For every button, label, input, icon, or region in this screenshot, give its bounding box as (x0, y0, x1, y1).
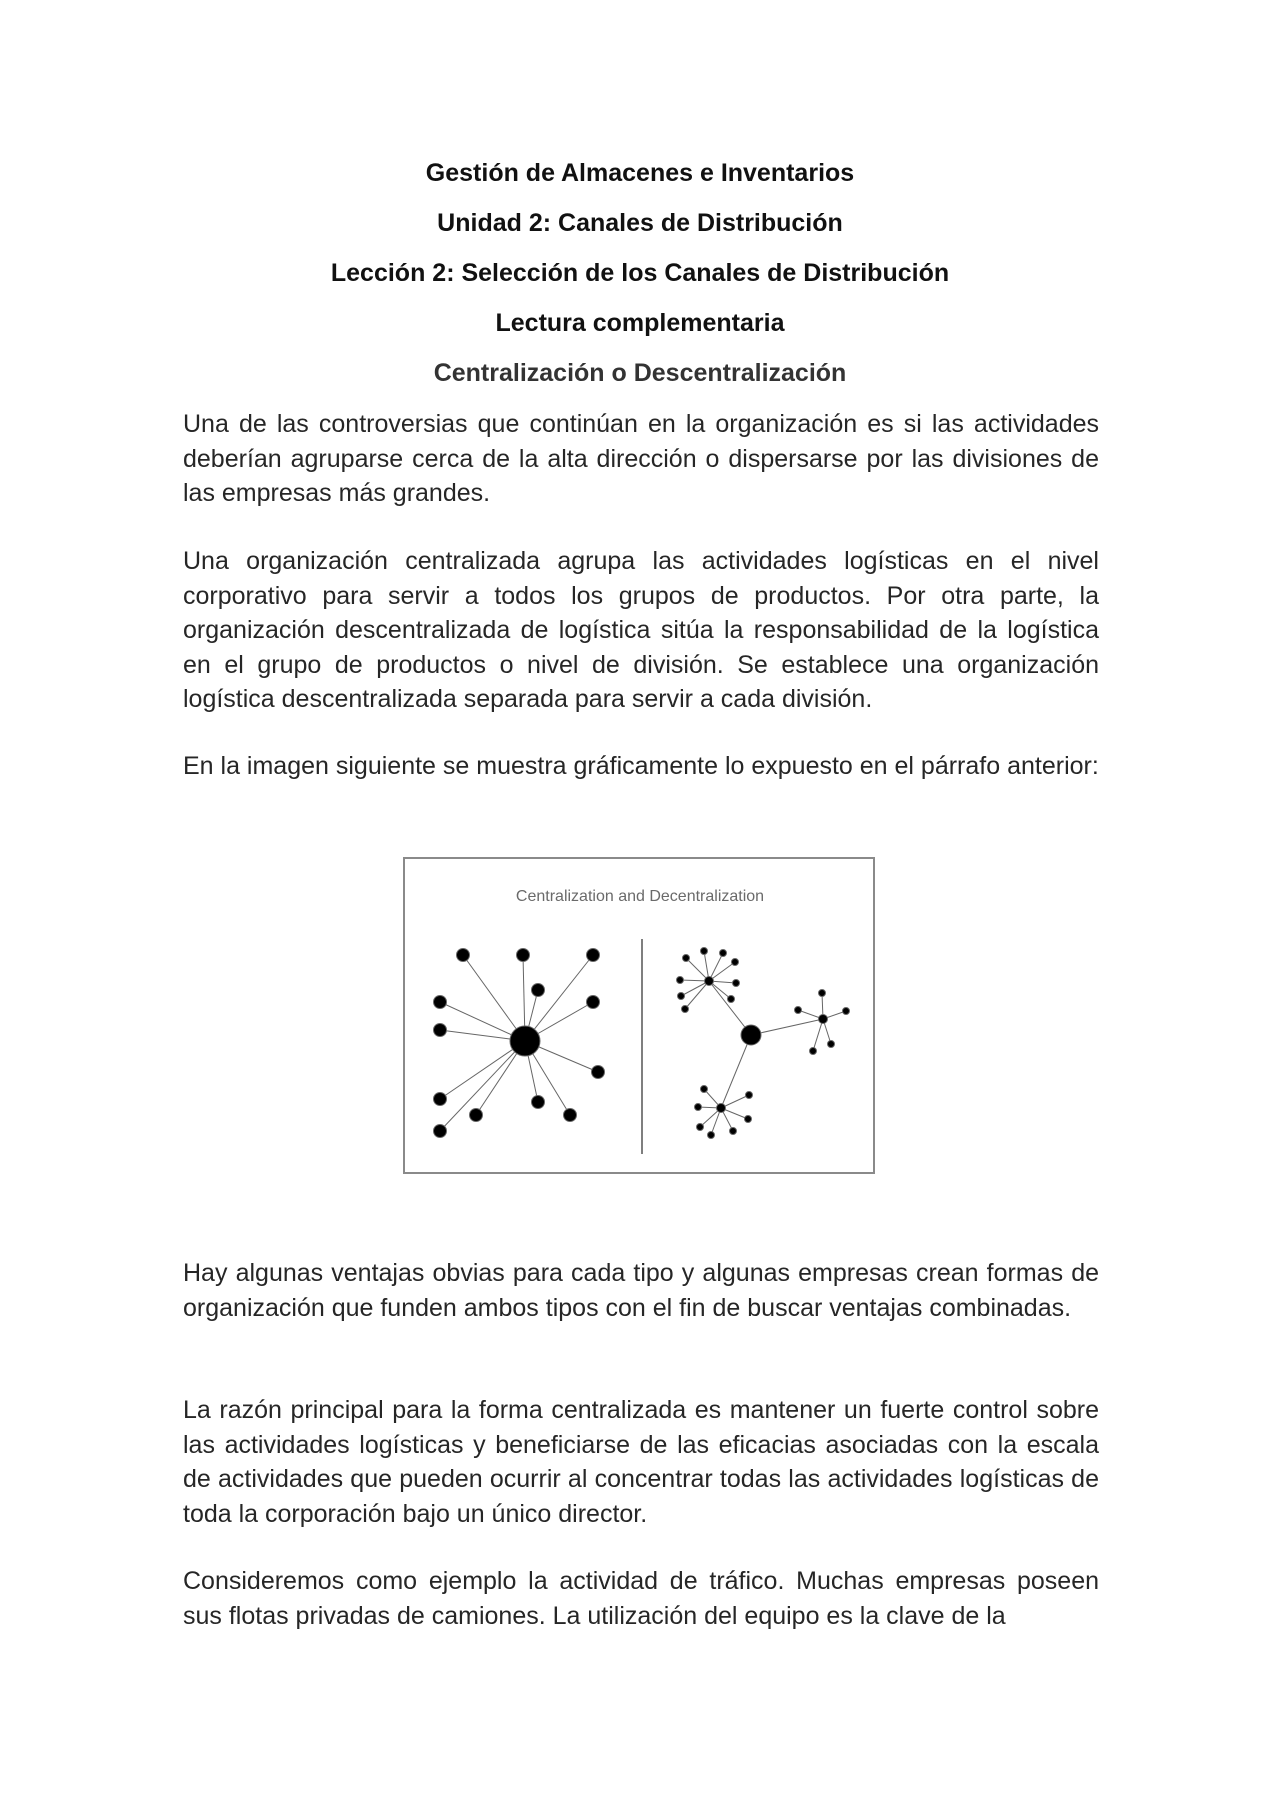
document-header (0, 148, 1280, 398)
paragraph-4: Hay algunas ventajas obvias para cada tipo y algunas empresas crean formas de organización que funden ambos tipos con el fin de buscar ventajas combinadas. (183, 1259, 1099, 1322)
centralized-network (434, 949, 605, 1138)
course-title: Gestión de Almacenes e Inventarios (425, 159, 855, 187)
decentralized-network (677, 948, 850, 1139)
cluster-hub-node (717, 1104, 726, 1113)
diagram-title: Centralization and Decentralization (515, 888, 765, 905)
decentral-main-hub-node (741, 1025, 761, 1045)
lesson-title: Lección 2: Selección de los Canales de Distribución (330, 259, 950, 287)
paragraph-2: Una organización centralizada agrupa las actividades logísticas en el nivel corporativo para servir a todos los grupos de productos. Por otra parte, la organización descentralizada de logística sitúa la responsabilidad de la logística en el grupo de productos o nivel de división. Se establece una organización logística descentralizada separada para servir a cada división. (183, 547, 1099, 713)
section-title: Centralización o Descentralización (433, 359, 847, 387)
paragraph-5: La razón principal para la forma centralizada es mantener un fuerte control sobre las actividades logísticas y beneficiarse de las eficacias asociadas con la escala de actividades que pueden ocurrir al concentrar todas las actividades logísticas de toda la corporación bajo un único director. (183, 1396, 1099, 1528)
unit-title: Unidad 2: Canales de Distribución (437, 209, 843, 237)
cluster-hub-node (705, 977, 714, 986)
paragraph-1: Una de las controversias que continúan en la organización es si las actividades deberían agruparse cerca de la alta dirección o dispersarse por las divisiones de las empresas más grandes. (183, 410, 1099, 507)
network-diagram-svg (405, 859, 873, 1172)
cluster-hub-node (819, 1015, 828, 1024)
paragraph-3: En la imagen siguiente se muestra gráficamente lo expuesto en el párrafo anterior: (183, 752, 1099, 780)
centralization-diagram (403, 857, 875, 1174)
paragraph-6: Consideremos como ejemplo la actividad de tráfico. Muchas empresas poseen sus flotas privadas de camiones. La utilización del equipo es la clave de la (183, 1567, 1099, 1630)
central-hub-node (510, 1026, 540, 1056)
reading-label: Lectura complementaria (495, 309, 785, 337)
